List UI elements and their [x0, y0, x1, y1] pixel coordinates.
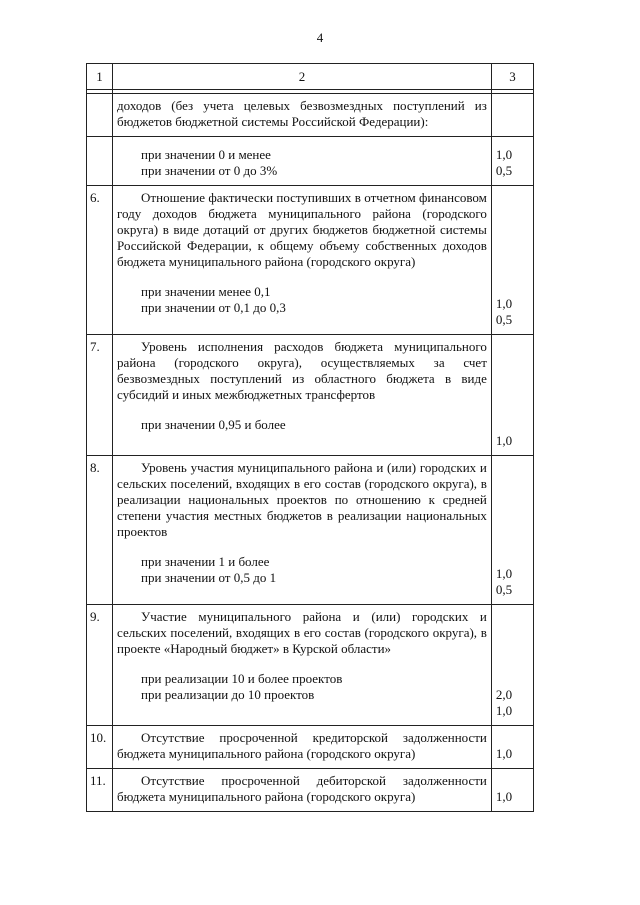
continuation-criteria-row — [87, 137, 534, 186]
score-value: 1,0 — [495, 789, 513, 804]
row-description: Уровень исполнения расходов бюджета муниципального района (городского округа), осуществляемых за счет безвозмездных поступлений из областного бюджета в виде субсидий и иных межбюджетных трансфертов — [117, 339, 487, 402]
criterion: при значении от 0,5 до 1 — [141, 570, 277, 585]
table-row — [87, 769, 534, 812]
row-number: 7. — [87, 335, 113, 456]
criterion: при значении 0 и менее — [141, 147, 271, 162]
score-value: 1,0 — [495, 433, 513, 448]
continuation-text: доходов (без учета целевых безвозмездных поступлений из бюджетов бюджетной системы Российской Федерации): — [117, 98, 487, 129]
criterion: при реализации до 10 проектов — [141, 687, 315, 702]
criterion: при значении 0,95 и более — [141, 417, 286, 432]
header-col-2: 2 — [113, 64, 492, 90]
header-col-1: 1 — [87, 64, 113, 90]
row-description: Участие муниципального района и (или) городских и сельских поселений, входящих в его состав (городского округа), в проекте «Народный бюджет» в Курской области» — [117, 609, 487, 656]
score-value: 1,0 — [495, 147, 513, 162]
row-number: 6. — [87, 186, 113, 335]
row-description: Отсутствие просроченной дебиторской задолженности бюджета муниципального района (городского округа) — [117, 773, 487, 804]
score-value: 1,0 — [495, 566, 513, 581]
criteria-table — [86, 63, 534, 812]
table-row — [87, 335, 534, 456]
row-description: Отсутствие просроченной кредиторской задолженности бюджета муниципального района (городского округа) — [117, 730, 487, 761]
score-value: 1,0 — [495, 746, 513, 761]
criterion: при значении от 0 до 3% — [141, 163, 278, 178]
criterion: при реализации 10 и более проектов — [141, 671, 343, 686]
row-description: Уровень участия муниципального района и (или) городских и сельских поселений, входящих в его состав (городского округа), в реализации национальных проектов по отношению к средней степени участия местных бюджетов в реализации национальных проектов — [117, 460, 487, 539]
header-col-3: 3 — [491, 64, 533, 90]
score-value: 1,0 — [495, 296, 513, 311]
page-number: 4 — [316, 30, 324, 45]
continuation-text-row — [87, 94, 534, 137]
criterion: при значении менее 0,1 — [141, 284, 271, 299]
score-value: 0,5 — [495, 312, 513, 327]
table-row — [87, 456, 534, 605]
criterion: при значении 1 и более — [141, 554, 270, 569]
score-value: 2,0 — [495, 687, 513, 702]
table-header-row — [87, 64, 534, 90]
table-row — [87, 726, 534, 769]
row-number: 11. — [87, 769, 113, 812]
table-row — [87, 186, 534, 335]
score-value: 1,0 — [495, 703, 513, 718]
row-description: Отношение фактически поступивших в отчетном финансовом году доходов бюджета муниципального района (городского округа) в виде дотаций от других бюджетов бюджетной системы Российской Федерации, к общему объему собственных доходов бюджета муниципального района (городского округа) — [117, 190, 487, 269]
table-row — [87, 605, 534, 726]
score-value: 0,5 — [495, 163, 513, 178]
row-number: 9. — [87, 605, 113, 726]
row-number: 8. — [87, 456, 113, 605]
row-number: 10. — [87, 726, 113, 769]
score-value: 0,5 — [495, 582, 513, 597]
criterion: при значении от 0,1 до 0,3 — [141, 300, 286, 315]
